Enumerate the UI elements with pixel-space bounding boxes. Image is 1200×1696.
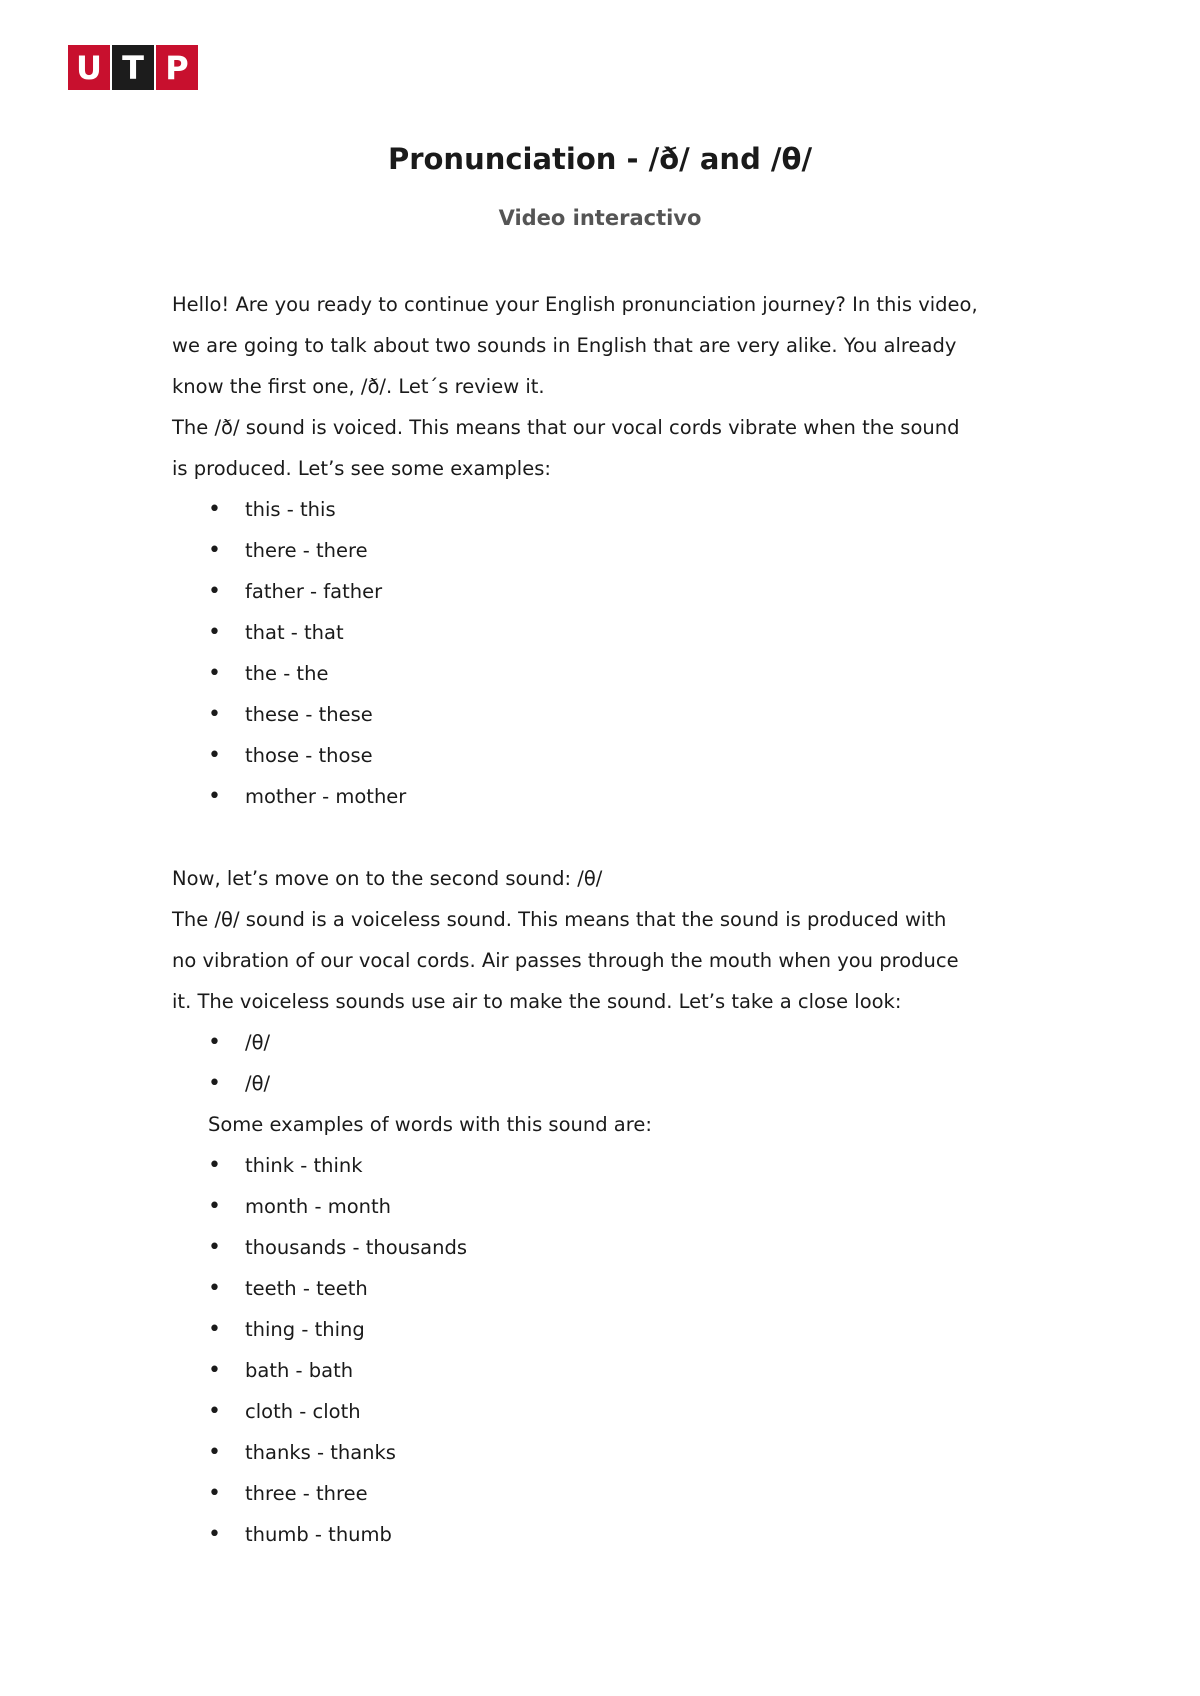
list-item: • those - those — [208, 735, 1052, 776]
second-sound-line: no vibration of our vocal cords. Air passes through the mouth when you produce — [172, 949, 959, 972]
intro-line: know the first one, /ð/. Let´s review it. — [172, 375, 545, 398]
intro-line: Hello! Are you ready to continue your English pronunciation journey? In this video, — [172, 293, 978, 316]
list-item: • thumb - thumb — [208, 1514, 1052, 1555]
list-item: • /θ/ — [208, 1022, 1052, 1063]
list-item: • mother - mother — [208, 776, 1052, 817]
sound-items-list — [172, 1022, 1052, 1104]
list-item: • month - month — [208, 1186, 1052, 1227]
logo-letter-u: U — [68, 45, 110, 90]
voiced-examples-list — [172, 489, 1052, 817]
list-item: • thanks - thanks — [208, 1432, 1052, 1473]
intro-line: we are going to talk about two sounds in English that are very alike. You already — [172, 334, 957, 357]
list-item: • think - think — [208, 1145, 1052, 1186]
list-item: • /θ/ — [208, 1063, 1052, 1104]
list-item: • three - three — [208, 1473, 1052, 1514]
page-subtitle: Video interactivo — [498, 206, 702, 230]
list-item: • bath - bath — [208, 1350, 1052, 1391]
logo-letter-t: T — [112, 45, 154, 90]
voiceless-examples-list — [172, 1145, 1052, 1555]
second-sound-line: it. The voiceless sounds use air to make the sound. Let’s take a close look: — [172, 990, 902, 1013]
list-item: • thing - thing — [208, 1309, 1052, 1350]
list-item: • this - this — [208, 489, 1052, 530]
document-body — [172, 284, 1052, 1555]
list-item: • the - the — [208, 653, 1052, 694]
list-item: • teeth - teeth — [208, 1268, 1052, 1309]
page-title: Pronunciation - /ð/ and /θ/ — [387, 142, 813, 176]
intro-line: The /ð/ sound is voiced. This means that our vocal cords vibrate when the sound — [172, 416, 960, 439]
list-item: • these - these — [208, 694, 1052, 735]
list-item: • there - there — [208, 530, 1052, 571]
examples-intro: Some examples of words with this sound are: — [208, 1113, 652, 1136]
list-item: • father - father — [208, 571, 1052, 612]
intro-line: is produced. Let’s see some examples: — [172, 457, 551, 480]
logo-letter-p: P — [156, 45, 198, 90]
list-item: • thousands - thousands — [208, 1227, 1052, 1268]
second-sound-line: Now, let’s move on to the second sound: /θ/ — [172, 867, 603, 890]
section-spacer — [172, 817, 1052, 858]
second-sound-line: The /θ/ sound is a voiceless sound. This means that the sound is produced with — [172, 908, 947, 931]
list-item: • that - that — [208, 612, 1052, 653]
utp-logo — [68, 45, 198, 90]
list-item: • cloth - cloth — [208, 1391, 1052, 1432]
